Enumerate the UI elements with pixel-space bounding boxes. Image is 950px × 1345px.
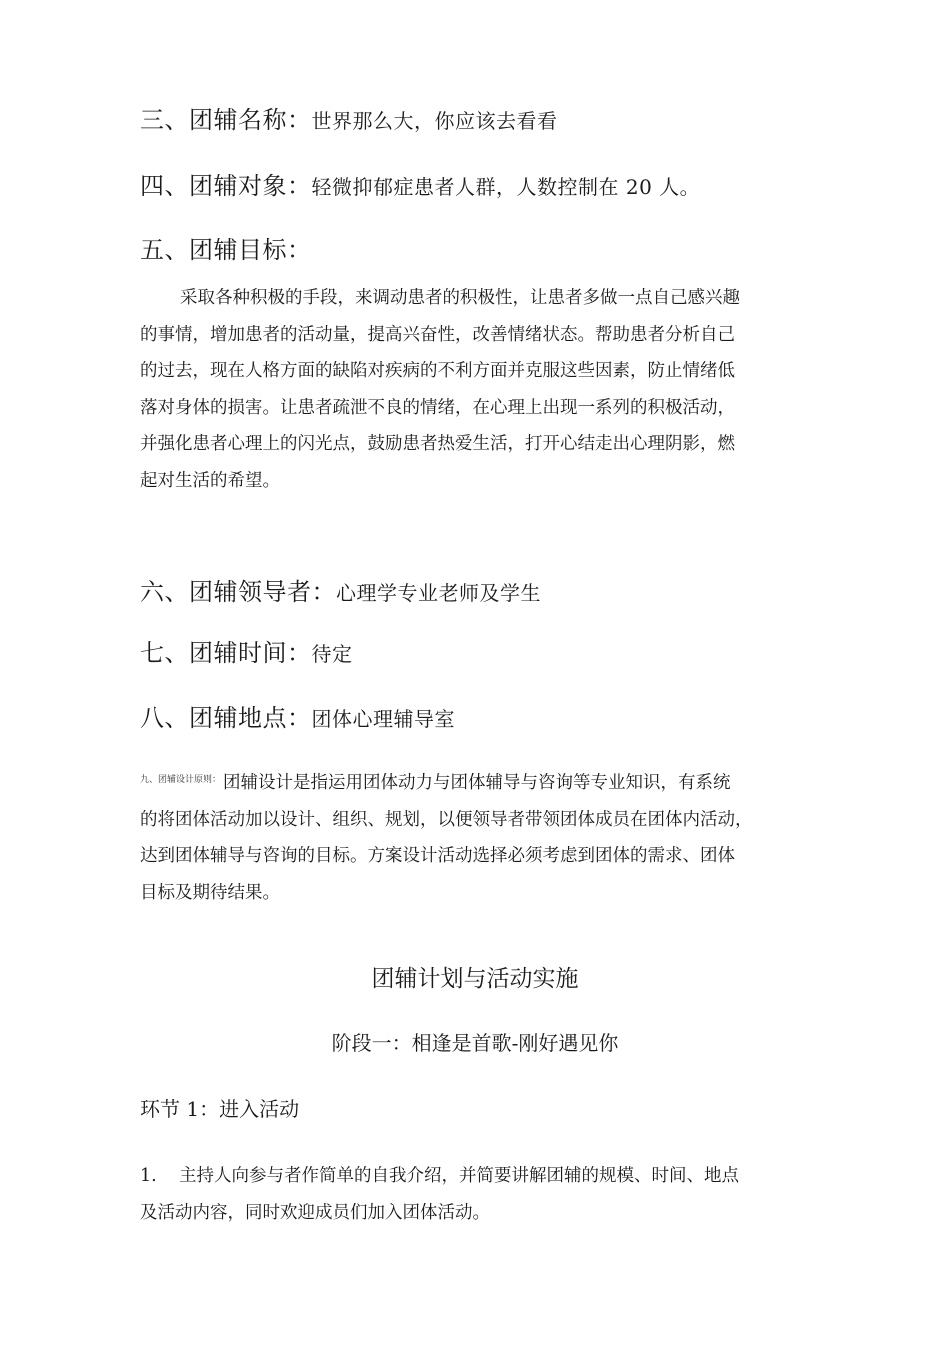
section-name-value: 世界那么大，你应该去看看 <box>311 109 558 133</box>
goal-line: 采取各种积极的手段，来调动患者的积极性，让患者多做一点自己感兴趣 <box>180 288 740 308</box>
step-item-line: 及活动内容，同时欢迎成员们加入团体活动。 <box>140 1202 490 1223</box>
goal-line: 的过去，现在人格方面的缺陷对疾病的不利方面并克服这些因素，防止情绪低 <box>140 361 735 381</box>
section-target <box>140 166 700 201</box>
section-target-value: 轻微抑郁症患者人群，人数控制在 20 人。 <box>311 175 701 199</box>
step-heading: 环节 1：进入活动 <box>140 1097 300 1121</box>
goal-line: 起对生活的希望。 <box>140 470 280 491</box>
section-leader-label: 六、团辅领导者： <box>140 578 336 606</box>
design-principle-line: 目标及期待结果。 <box>140 882 280 903</box>
section-target-label: 四、团辅对象： <box>140 172 312 200</box>
section-location <box>140 698 455 733</box>
design-principle-paragraph <box>140 762 805 911</box>
design-principle-text: 团辅设计是指运用团体动力与团体辅导与咨询等专业知识，有系统 <box>223 773 731 793</box>
goal-line: 落对身体的损害。让患者疏泄不良的情绪，在心理上出现一系列的积极活动， <box>140 397 735 418</box>
section-time-label: 七、团辅时间： <box>140 639 312 667</box>
section-name-label: 三、团辅名称： <box>140 106 312 134</box>
step-item-line: 1. 主持人向参与者作简单的自我介绍，并简要讲解团辅的规模、时间、地点 <box>140 1166 739 1186</box>
goal-line: 并强化患者心理上的闪光点，鼓励患者热爱生活，打开心结走出心理阴影，燃 <box>140 434 735 454</box>
design-principle-line: 的将团体活动加以设计、组织、规划，以便领导者带领团体成员在团体内活动， <box>140 809 753 830</box>
section-location-value: 团体心理辅导室 <box>311 707 455 731</box>
goal-line: 的事情，增加患者的活动量，提高兴奋性，改善情绪状态。帮助患者分析自己 <box>140 324 735 345</box>
stage-title: 阶段一：相逢是首歌-刚好遇见你 <box>331 1031 619 1055</box>
design-principle-label: 九、团辅设计原则： <box>140 775 222 785</box>
section-time-value: 待定 <box>311 642 353 666</box>
section-goal-label: 五、团辅目标： <box>140 236 312 264</box>
design-principle-line: 达到团体辅导与咨询的目标。方案设计活动选择必须考虑到团体的需求、团体 <box>140 846 735 866</box>
section-location-label: 八、团辅地点： <box>140 704 312 732</box>
section-name <box>140 100 558 135</box>
goal-paragraph <box>140 280 805 499</box>
section-goal-heading <box>140 230 312 265</box>
step-item-1 <box>140 1158 805 1231</box>
section-time <box>140 633 353 668</box>
section-leader <box>140 572 541 607</box>
section-leader-value: 心理学专业老师及学生 <box>336 581 541 605</box>
design-principle-first-line <box>140 762 805 802</box>
plan-title: 团辅计划与活动实施 <box>371 966 579 992</box>
